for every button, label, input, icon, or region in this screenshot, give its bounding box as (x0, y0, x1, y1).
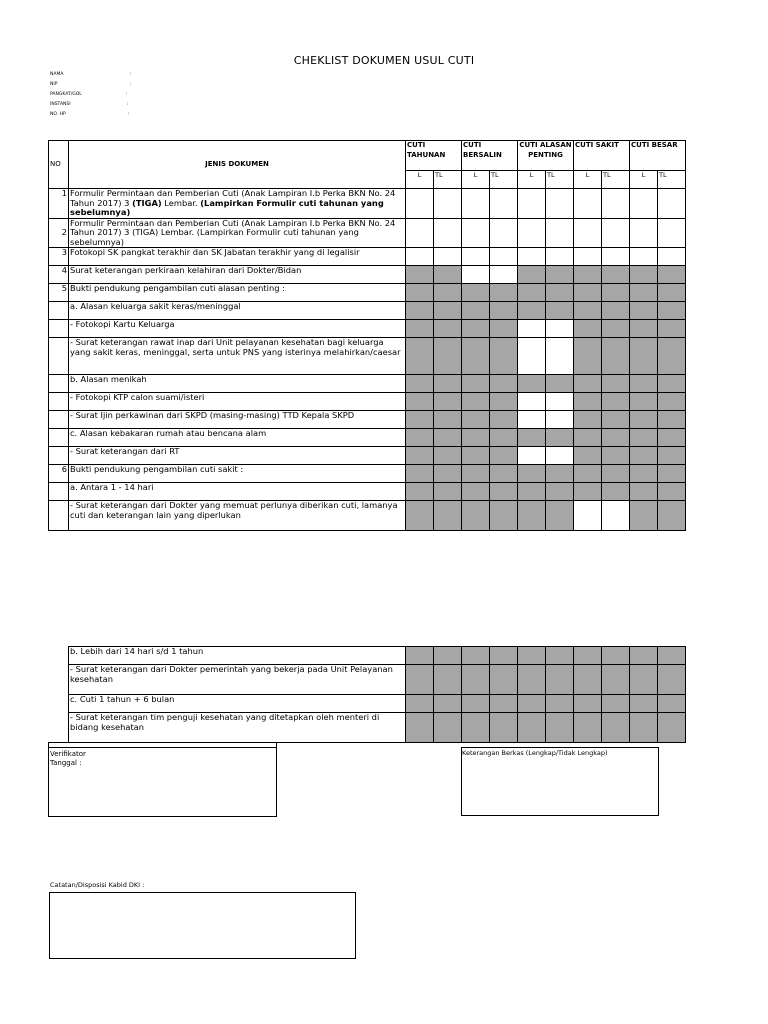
checkbox-cell-disabled (602, 375, 630, 393)
checkbox-cell-disabled (602, 338, 630, 375)
checkbox-cell[interactable] (462, 266, 490, 284)
meta-colon: : (127, 102, 129, 107)
checkbox-cell-disabled (602, 447, 630, 465)
sub-header-l: L (518, 171, 546, 189)
checkbox-cell-disabled (490, 284, 518, 302)
checkbox-cell[interactable] (462, 189, 490, 219)
checkbox-cell-disabled (574, 713, 602, 743)
checkbox-cell-disabled (630, 411, 658, 429)
checkbox-cell-disabled (546, 483, 574, 501)
row-number: 2 (49, 218, 69, 248)
verifikator-label: Verifikator (50, 750, 86, 758)
meta-row-nip (50, 80, 132, 90)
checkbox-cell-disabled (406, 465, 434, 483)
checkbox-cell[interactable] (490, 266, 518, 284)
table-row (49, 375, 686, 393)
table-row (69, 695, 686, 713)
checkbox-cell-disabled (658, 266, 686, 284)
checkbox-cell-disabled (602, 320, 630, 338)
checkbox-cell-disabled (490, 483, 518, 501)
checkbox-cell-disabled (406, 375, 434, 393)
checkbox-cell-disabled (406, 665, 434, 695)
checkbox-cell-disabled (434, 320, 462, 338)
checkbox-cell-disabled (574, 266, 602, 284)
row-number: 6 (49, 465, 69, 483)
checkbox-cell-disabled (406, 713, 434, 743)
document-name: - Surat keterangan tim penguji kesehatan yang ditetapkan oleh menteri di bidang kesehatan (69, 713, 406, 743)
checkbox-cell-disabled (574, 320, 602, 338)
checkbox-cell[interactable] (518, 218, 546, 248)
checkbox-cell[interactable] (546, 320, 574, 338)
checkbox-cell-disabled (630, 393, 658, 411)
checkbox-cell-disabled (490, 647, 518, 665)
table-row (49, 218, 686, 248)
checkbox-cell-disabled (630, 447, 658, 465)
document-name: b. Lebih dari 14 hari s/d 1 tahun (69, 647, 406, 665)
checkbox-cell-disabled (602, 665, 630, 695)
checkbox-cell[interactable] (546, 248, 574, 266)
checkbox-cell-disabled (546, 429, 574, 447)
checkbox-cell-disabled (630, 465, 658, 483)
checkbox-cell-disabled (518, 483, 546, 501)
table-row (49, 429, 686, 447)
document-name: - Surat keterangan rawat inap dari Unit pelayanan kesehatan bagi keluarga yang sakit keras, meninggal, serta untuk PNS yang isterinya melahirkan/caesar (69, 338, 406, 375)
checkbox-cell[interactable] (546, 338, 574, 375)
checkbox-cell-disabled (490, 393, 518, 411)
catatan-box[interactable] (49, 892, 356, 959)
page-title: CHEKLIST DOKUMEN USUL CUTI (293, 54, 475, 67)
checkbox-cell-disabled (434, 695, 462, 713)
row-number (49, 483, 69, 501)
checkbox-cell-disabled (546, 375, 574, 393)
checkbox-cell[interactable] (602, 189, 630, 219)
table-row (49, 411, 686, 429)
checkbox-cell-disabled (574, 483, 602, 501)
keterangan-label: Keterangan Berkas (Lengkap/Tidak Lengkap) (462, 749, 608, 757)
checkbox-cell-disabled (434, 302, 462, 320)
checkbox-cell-disabled (434, 713, 462, 743)
checkbox-cell-disabled (518, 695, 546, 713)
checkbox-cell[interactable] (434, 248, 462, 266)
checkbox-cell[interactable] (406, 218, 434, 248)
checkbox-cell-disabled (406, 266, 434, 284)
checkbox-cell-disabled (490, 465, 518, 483)
checkbox-cell-disabled (546, 665, 574, 695)
document-name: c. Alasan kebakaran rumah atau bencana alam (69, 429, 406, 447)
table-row (49, 320, 686, 338)
checkbox-cell[interactable] (602, 501, 630, 531)
checkbox-cell[interactable] (574, 501, 602, 531)
row-number (49, 501, 69, 531)
checkbox-cell-disabled (518, 713, 546, 743)
checkbox-cell-disabled (462, 501, 490, 531)
checkbox-cell[interactable] (490, 218, 518, 248)
checkbox-cell-disabled (462, 338, 490, 375)
checkbox-cell[interactable] (658, 248, 686, 266)
meta-label: PANGKAT/GOL (50, 92, 82, 97)
checkbox-cell[interactable] (602, 248, 630, 266)
checkbox-cell-disabled (630, 665, 658, 695)
row-number (49, 302, 69, 320)
checkbox-cell-disabled (518, 429, 546, 447)
checkbox-cell-disabled (602, 266, 630, 284)
table-row (49, 302, 686, 320)
table-row (49, 284, 686, 302)
checkbox-cell-disabled (406, 447, 434, 465)
row-number (49, 411, 69, 429)
sub-header-l: L (630, 171, 658, 189)
checkbox-cell-disabled (630, 375, 658, 393)
checkbox-cell-disabled (574, 447, 602, 465)
checkbox-cell-disabled (630, 647, 658, 665)
document-name: - Surat keterangan dari RT (69, 447, 406, 465)
row-number: 5 (49, 284, 69, 302)
meta-row-pangkat (50, 90, 128, 100)
checkbox-cell-disabled (658, 411, 686, 429)
checkbox-cell[interactable] (602, 218, 630, 248)
checkbox-cell-disabled (462, 302, 490, 320)
checkbox-cell-disabled (658, 465, 686, 483)
checkbox-cell-disabled (630, 266, 658, 284)
tanggal-label: Tanggal : (50, 759, 82, 767)
checkbox-cell-disabled (546, 501, 574, 531)
meta-colon: : (130, 72, 132, 77)
checkbox-cell[interactable] (462, 218, 490, 248)
table-row (69, 647, 686, 665)
checkbox-cell-disabled (490, 501, 518, 531)
table-row (49, 248, 686, 266)
checkbox-cell-disabled (434, 429, 462, 447)
row-number: 1 (49, 189, 69, 219)
checkbox-cell-disabled (490, 320, 518, 338)
checkbox-cell-disabled (546, 695, 574, 713)
meta-row-nohp (50, 110, 130, 120)
checkbox-cell-disabled (462, 713, 490, 743)
checkbox-cell-disabled (602, 647, 630, 665)
checkbox-cell-disabled (602, 429, 630, 447)
document-name: Fotokopi SK pangkat terakhir dan SK Jabatan terakhir yang di legalisir (69, 248, 406, 266)
checkbox-cell[interactable] (462, 248, 490, 266)
checkbox-cell[interactable] (406, 189, 434, 219)
document-name: c. Cuti 1 tahun + 6 bulan (69, 695, 406, 713)
checkbox-cell-disabled (602, 393, 630, 411)
checkbox-cell-disabled (434, 411, 462, 429)
checkbox-cell-disabled (434, 284, 462, 302)
checkbox-cell-disabled (630, 338, 658, 375)
group-header-tahunan: CUTI TAHUNAN (406, 141, 462, 171)
checkbox-cell[interactable] (490, 248, 518, 266)
checkbox-cell-disabled (574, 411, 602, 429)
checkbox-cell-disabled (490, 665, 518, 695)
checkbox-cell-disabled (462, 393, 490, 411)
checkbox-cell[interactable] (546, 447, 574, 465)
checkbox-cell[interactable] (574, 218, 602, 248)
sub-header-tl: TL (546, 171, 574, 189)
checkbox-cell-disabled (658, 665, 686, 695)
checkbox-cell-disabled (574, 465, 602, 483)
document-name: a. Antara 1 - 14 hari (69, 483, 406, 501)
group-header-sakit: CUTI SAKIT (574, 141, 630, 171)
sub-header-tl: TL (490, 171, 518, 189)
meta-label: NIP (50, 82, 58, 87)
checkbox-cell-disabled (462, 411, 490, 429)
checkbox-cell-disabled (490, 713, 518, 743)
checkbox-cell[interactable] (406, 248, 434, 266)
checkbox-cell-disabled (630, 320, 658, 338)
row-number (49, 320, 69, 338)
checkbox-cell[interactable] (518, 411, 546, 429)
row-number (49, 429, 69, 447)
checkbox-cell-disabled (462, 483, 490, 501)
group-header-alasan-penting: CUTI ALASAN PENTING (518, 141, 574, 171)
document-name: - Surat keterangan dari Dokter yang memuat perlunya diberikan cuti, lamanya cuti dan keterangan lain yang diperlukan (69, 501, 406, 531)
checkbox-cell-disabled (434, 465, 462, 483)
checkbox-cell-disabled (518, 647, 546, 665)
checkbox-cell-disabled (406, 695, 434, 713)
checkbox-cell-disabled (462, 695, 490, 713)
group-header-bersalin: CUTI BERSALIN (462, 141, 518, 171)
checkbox-cell[interactable] (518, 393, 546, 411)
checkbox-cell-disabled (630, 501, 658, 531)
meta-colon: : (130, 82, 132, 87)
document-name: a. Alasan keluarga sakit keras/meninggal (69, 302, 406, 320)
checkbox-cell-disabled (518, 284, 546, 302)
checkbox-cell[interactable] (574, 248, 602, 266)
checkbox-cell-disabled (658, 647, 686, 665)
checkbox-cell-disabled (546, 302, 574, 320)
meta-row-instansi (50, 100, 129, 110)
checkbox-cell-disabled (602, 713, 630, 743)
col-no-header: NO (49, 141, 69, 189)
document-name: - Surat keterangan dari Dokter pemerintah yang bekerja pada Unit Pelayanan kesehatan (69, 665, 406, 695)
checkbox-cell-disabled (434, 266, 462, 284)
table-row (69, 665, 686, 695)
checkbox-cell-disabled (518, 465, 546, 483)
checkbox-cell-disabled (574, 429, 602, 447)
checkbox-cell-disabled (462, 320, 490, 338)
checkbox-cell-disabled (434, 483, 462, 501)
checkbox-cell-disabled (518, 266, 546, 284)
checkbox-cell-disabled (546, 647, 574, 665)
checkbox-cell-disabled (462, 647, 490, 665)
document-name: Formulir Permintaan dan Pemberian Cuti (Anak Lampiran I.b Perka BKN No. 24 Tahun 2017) 3 (TIGA) Lembar. (Lampirkan Formulir cuti tahunan yang sebelumnya) (69, 189, 406, 219)
checkbox-cell-disabled (434, 665, 462, 695)
row-number (49, 338, 69, 375)
meta-colon: : (126, 92, 128, 97)
document-name: Bukti pendukung pengambilan cuti sakit : (69, 465, 406, 483)
table-row (49, 483, 686, 501)
checkbox-cell-disabled (406, 483, 434, 501)
checkbox-cell-disabled (518, 501, 546, 531)
checkbox-cell-disabled (574, 665, 602, 695)
checkbox-cell[interactable] (574, 189, 602, 219)
document-name: b. Alasan menikah (69, 375, 406, 393)
checkbox-cell-disabled (462, 465, 490, 483)
sub-header-tl: TL (434, 171, 462, 189)
checkbox-cell-disabled (434, 501, 462, 531)
table-row (49, 465, 686, 483)
applicant-info (50, 70, 132, 120)
meta-colon: : (128, 112, 130, 117)
group-header-besar: CUTI BESAR (630, 141, 686, 171)
checkbox-cell-disabled (546, 465, 574, 483)
checkbox-cell-disabled (602, 411, 630, 429)
table-row (49, 393, 686, 411)
checkbox-cell-disabled (630, 284, 658, 302)
checkbox-cell-disabled (574, 284, 602, 302)
checkbox-cell-disabled (630, 695, 658, 713)
checkbox-cell-disabled (434, 393, 462, 411)
checkbox-cell-disabled (658, 284, 686, 302)
checkbox-cell-disabled (630, 302, 658, 320)
checkbox-cell-disabled (490, 695, 518, 713)
table-row (49, 501, 686, 531)
sub-header-tl: TL (602, 171, 630, 189)
checkbox-cell-disabled (406, 501, 434, 531)
checkbox-cell[interactable] (630, 248, 658, 266)
checkbox-cell[interactable] (518, 248, 546, 266)
table-row (49, 266, 686, 284)
checkbox-cell-disabled (658, 338, 686, 375)
checkbox-cell-disabled (602, 465, 630, 483)
checkbox-cell-disabled (462, 665, 490, 695)
document-name: - Fotokopi KTP calon suami/isteri (69, 393, 406, 411)
document-name: Bukti pendukung pengambilan cuti alasan penting : (69, 284, 406, 302)
meta-label: NO. HP (50, 112, 66, 117)
checkbox-cell-disabled (490, 429, 518, 447)
checkbox-cell[interactable] (518, 189, 546, 219)
checkbox-cell[interactable] (518, 447, 546, 465)
checkbox-cell[interactable] (518, 320, 546, 338)
checkbox-cell-disabled (406, 429, 434, 447)
document-name: - Surat Ijin perkawinan dari SKPD (masing-masing) TTD Kepala SKPD (69, 411, 406, 429)
checkbox-cell-disabled (574, 647, 602, 665)
checkbox-cell-disabled (406, 338, 434, 375)
checkbox-cell-disabled (574, 695, 602, 713)
checkbox-cell[interactable] (490, 189, 518, 219)
row-number: 4 (49, 266, 69, 284)
sub-header-l: L (574, 171, 602, 189)
checkbox-cell-disabled (434, 647, 462, 665)
checkbox-cell[interactable] (546, 411, 574, 429)
checkbox-cell-disabled (658, 429, 686, 447)
checkbox-cell-disabled (518, 375, 546, 393)
checkbox-cell-disabled (602, 284, 630, 302)
checkbox-cell-disabled (630, 713, 658, 743)
checkbox-cell-disabled (658, 447, 686, 465)
document-name: Surat keterangan perkiraan kelahiran dari Dokter/Bidan (69, 266, 406, 284)
table-row (49, 447, 686, 465)
sub-header-l: L (406, 171, 434, 189)
checkbox-cell-disabled (434, 447, 462, 465)
checkbox-cell-disabled (462, 429, 490, 447)
meta-label: INSTANSI (50, 102, 71, 107)
catatan-label: Catatan/Disposisi Kabid DKI : (50, 881, 145, 889)
checkbox-cell-disabled (490, 447, 518, 465)
checkbox-cell-disabled (546, 266, 574, 284)
checkbox-cell-disabled (406, 302, 434, 320)
checkbox-cell-disabled (658, 501, 686, 531)
checkbox-cell-disabled (406, 647, 434, 665)
checkbox-cell-disabled (518, 302, 546, 320)
document-name: Formulir Permintaan dan Pemberian Cuti (Anak Lampiran I.b Perka BKN No. 24 Tahun 2017) 3 (TIGA) Lembar. (Lampirkan Formulir cuti tahunan yang sebelumnya) (69, 218, 406, 248)
checkbox-cell-disabled (490, 375, 518, 393)
checkbox-cell[interactable] (630, 189, 658, 219)
checkbox-cell-disabled (602, 302, 630, 320)
checkbox-cell-disabled (658, 483, 686, 501)
checkbox-cell-disabled (546, 713, 574, 743)
checkbox-cell-disabled (574, 375, 602, 393)
checklist-table-continued (68, 646, 686, 743)
checkbox-cell[interactable] (518, 338, 546, 375)
checkbox-cell-disabled (434, 338, 462, 375)
checklist-table (48, 140, 686, 531)
checkbox-cell[interactable] (434, 218, 462, 248)
meta-row-nama (50, 70, 132, 80)
checkbox-cell[interactable] (546, 218, 574, 248)
checkbox-cell-disabled (434, 375, 462, 393)
checkbox-cell-disabled (658, 302, 686, 320)
checkbox-cell-disabled (406, 411, 434, 429)
table-row (49, 189, 686, 219)
checkbox-cell-disabled (490, 338, 518, 375)
checkbox-cell-disabled (574, 393, 602, 411)
checkbox-cell[interactable] (434, 189, 462, 219)
row-number (49, 393, 69, 411)
checkbox-cell[interactable] (658, 218, 686, 248)
checkbox-cell-disabled (462, 375, 490, 393)
checkbox-cell[interactable] (546, 189, 574, 219)
sub-header-l: L (462, 171, 490, 189)
checkbox-cell-disabled (602, 483, 630, 501)
checkbox-cell-disabled (658, 713, 686, 743)
checkbox-cell-disabled (546, 284, 574, 302)
checkbox-cell-disabled (462, 284, 490, 302)
checkbox-cell-disabled (658, 320, 686, 338)
meta-label: NAMA (50, 72, 64, 77)
checkbox-cell-disabled (490, 411, 518, 429)
checkbox-cell-disabled (574, 338, 602, 375)
checkbox-cell-disabled (658, 695, 686, 713)
checkbox-cell-disabled (406, 320, 434, 338)
table-row (49, 338, 686, 375)
checkbox-cell-disabled (602, 695, 630, 713)
checkbox-cell-disabled (658, 393, 686, 411)
checkbox-cell-disabled (630, 483, 658, 501)
row-number (49, 447, 69, 465)
table-row (69, 713, 686, 743)
row-number (49, 375, 69, 393)
checkbox-cell-disabled (630, 429, 658, 447)
checkbox-cell[interactable] (658, 189, 686, 219)
sub-header-tl: TL (658, 171, 686, 189)
checkbox-cell-disabled (462, 447, 490, 465)
checkbox-cell-disabled (658, 375, 686, 393)
document-name: - Fotokopi Kartu Keluarga (69, 320, 406, 338)
checkbox-cell[interactable] (546, 393, 574, 411)
checkbox-cell-disabled (406, 284, 434, 302)
col-doc-header: JENIS DOKUMEN (69, 141, 406, 189)
checkbox-cell-disabled (518, 665, 546, 695)
checkbox-cell-disabled (490, 302, 518, 320)
checkbox-cell-disabled (406, 393, 434, 411)
checkbox-cell-disabled (574, 302, 602, 320)
row-number: 3 (49, 248, 69, 266)
checkbox-cell[interactable] (630, 218, 658, 248)
